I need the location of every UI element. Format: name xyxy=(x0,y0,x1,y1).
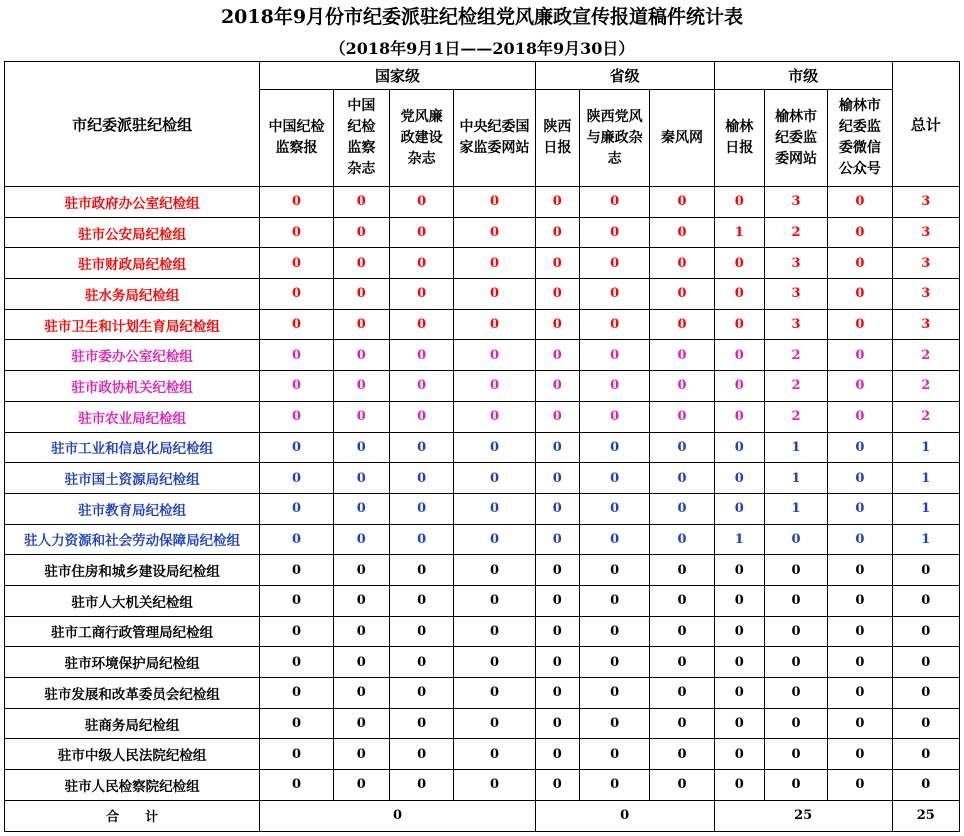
count-cell: 0 xyxy=(389,555,453,586)
count-cell: 0 xyxy=(454,616,535,647)
count-cell: 0 xyxy=(714,585,764,616)
count-cell: 0 xyxy=(454,463,535,494)
column-header: 榆林日报 xyxy=(714,90,764,187)
count-cell: 0 xyxy=(828,463,892,494)
count-cell: 0 xyxy=(579,555,649,586)
count-cell: 0 xyxy=(714,616,764,647)
count-cell: 0 xyxy=(454,555,535,586)
row-unit-name: 驻市委办公室纪检组 xyxy=(5,340,260,371)
row-unit-name: 驻市农业局纪检组 xyxy=(5,401,260,432)
count-cell: 0 xyxy=(764,647,827,678)
count-cell: 0 xyxy=(260,432,333,463)
row-total-cell: 1 xyxy=(892,524,959,555)
count-cell: 0 xyxy=(389,401,453,432)
row-unit-name: 驻市中级人民法院纪检组 xyxy=(5,739,260,770)
count-cell: 0 xyxy=(828,678,892,709)
table-row xyxy=(5,585,960,616)
count-cell: 0 xyxy=(333,739,389,770)
count-cell: 0 xyxy=(389,524,453,555)
count-cell: 0 xyxy=(650,493,714,524)
count-cell: 0 xyxy=(389,432,453,463)
count-cell: 0 xyxy=(764,739,827,770)
count-cell: 0 xyxy=(535,187,579,218)
row-label-header: 市纪委派驻纪检组 xyxy=(5,62,260,187)
count-cell: 0 xyxy=(260,187,333,218)
row-unit-name: 驻市住房和城乡建设局纪检组 xyxy=(5,555,260,586)
count-cell: 0 xyxy=(650,555,714,586)
count-cell: 0 xyxy=(454,371,535,402)
count-cell: 0 xyxy=(828,432,892,463)
count-cell: 0 xyxy=(714,187,764,218)
total-header: 总计 xyxy=(892,62,959,187)
count-cell: 0 xyxy=(389,463,453,494)
row-unit-name: 驻市政府办公室纪检组 xyxy=(5,187,260,218)
count-cell: 0 xyxy=(579,371,649,402)
row-unit-name: 驻市教育局纪检组 xyxy=(5,493,260,524)
total-row-label: 合 计 xyxy=(5,800,260,831)
column-header: 陕西日报 xyxy=(535,90,579,187)
count-cell: 1 xyxy=(714,524,764,555)
count-cell: 0 xyxy=(389,217,453,248)
count-cell: 0 xyxy=(260,217,333,248)
count-cell: 0 xyxy=(579,678,649,709)
count-cell: 0 xyxy=(828,524,892,555)
count-cell: 0 xyxy=(454,432,535,463)
count-cell: 0 xyxy=(535,585,579,616)
column-header: 榆林市纪委监委网站 xyxy=(764,90,827,187)
row-total-cell: 3 xyxy=(892,248,959,279)
count-cell: 0 xyxy=(333,524,389,555)
table-row xyxy=(5,432,960,463)
count-cell: 0 xyxy=(579,463,649,494)
count-cell: 0 xyxy=(650,524,714,555)
count-cell: 0 xyxy=(828,770,892,801)
count-cell: 0 xyxy=(535,248,579,279)
count-cell: 0 xyxy=(579,616,649,647)
count-cell: 0 xyxy=(535,401,579,432)
count-cell: 0 xyxy=(389,678,453,709)
column-header: 中国纪检监察杂志 xyxy=(333,90,389,187)
column-header: 中央纪委国家监委网站 xyxy=(454,90,535,187)
count-cell: 0 xyxy=(260,708,333,739)
table-row xyxy=(5,708,960,739)
count-cell: 0 xyxy=(389,248,453,279)
row-total-cell: 3 xyxy=(892,279,959,310)
count-cell: 0 xyxy=(535,217,579,248)
row-unit-name: 驻商务局纪检组 xyxy=(5,708,260,739)
table-row xyxy=(5,555,960,586)
table-row xyxy=(5,678,960,709)
count-cell: 2 xyxy=(764,340,827,371)
count-cell: 0 xyxy=(260,585,333,616)
count-cell: 0 xyxy=(579,770,649,801)
count-cell: 0 xyxy=(260,555,333,586)
row-unit-name: 驻市卫生和计划生育局纪检组 xyxy=(5,309,260,340)
count-cell: 0 xyxy=(454,279,535,310)
count-cell: 0 xyxy=(828,187,892,218)
count-cell: 0 xyxy=(579,279,649,310)
count-cell: 0 xyxy=(828,739,892,770)
row-total-cell: 0 xyxy=(892,708,959,739)
count-cell: 0 xyxy=(828,401,892,432)
row-total-cell: 1 xyxy=(892,493,959,524)
count-cell: 0 xyxy=(714,555,764,586)
count-cell: 0 xyxy=(714,463,764,494)
count-cell: 0 xyxy=(828,616,892,647)
row-unit-name: 驻市政协机关纪检组 xyxy=(5,371,260,402)
count-cell: 0 xyxy=(535,739,579,770)
count-cell: 0 xyxy=(333,432,389,463)
count-cell: 0 xyxy=(333,493,389,524)
count-cell: 0 xyxy=(714,739,764,770)
count-cell: 0 xyxy=(579,585,649,616)
count-cell: 0 xyxy=(650,708,714,739)
row-unit-name: 驻市工业和信息化局纪检组 xyxy=(5,432,260,463)
count-cell: 0 xyxy=(454,770,535,801)
count-cell: 0 xyxy=(454,708,535,739)
row-total-cell: 3 xyxy=(892,217,959,248)
column-header: 陕西党风与廉政杂志 xyxy=(579,90,649,187)
table-row xyxy=(5,616,960,647)
count-cell: 0 xyxy=(535,524,579,555)
count-cell: 0 xyxy=(714,248,764,279)
row-unit-name: 驻市人民检察院纪检组 xyxy=(5,770,260,801)
table-row xyxy=(5,739,960,770)
header-group-row xyxy=(5,62,960,90)
count-cell: 0 xyxy=(260,248,333,279)
count-cell: 0 xyxy=(579,401,649,432)
count-cell: 0 xyxy=(333,678,389,709)
count-cell: 0 xyxy=(333,217,389,248)
count-cell: 0 xyxy=(714,340,764,371)
total-grand: 25 xyxy=(892,800,959,831)
count-cell: 0 xyxy=(333,463,389,494)
count-cell: 0 xyxy=(828,248,892,279)
count-cell: 0 xyxy=(260,770,333,801)
row-total-cell: 0 xyxy=(892,555,959,586)
count-cell: 0 xyxy=(260,739,333,770)
table-row xyxy=(5,371,960,402)
count-cell: 0 xyxy=(535,708,579,739)
count-cell: 0 xyxy=(454,217,535,248)
count-cell: 0 xyxy=(579,708,649,739)
row-unit-name: 驻人力资源和社会劳动保障局纪检组 xyxy=(5,524,260,555)
count-cell: 0 xyxy=(333,187,389,218)
row-unit-name: 驻市公安局纪检组 xyxy=(5,217,260,248)
count-cell: 0 xyxy=(764,678,827,709)
count-cell: 3 xyxy=(764,309,827,340)
count-cell: 0 xyxy=(828,585,892,616)
table-row xyxy=(5,309,960,340)
group-header-city: 市级 xyxy=(714,62,892,90)
count-cell: 0 xyxy=(260,309,333,340)
count-cell: 0 xyxy=(333,309,389,340)
column-header: 中国纪检监察报 xyxy=(260,90,333,187)
row-unit-name: 驻市国土资源局纪检组 xyxy=(5,463,260,494)
row-total-cell: 2 xyxy=(892,340,959,371)
row-unit-name: 驻市人大机关纪检组 xyxy=(5,585,260,616)
count-cell: 0 xyxy=(333,340,389,371)
count-cell: 0 xyxy=(828,371,892,402)
count-cell: 0 xyxy=(260,493,333,524)
count-cell: 1 xyxy=(764,463,827,494)
count-cell: 0 xyxy=(579,309,649,340)
count-cell: 0 xyxy=(454,401,535,432)
total-provincial: 0 xyxy=(535,800,714,831)
count-cell: 0 xyxy=(389,708,453,739)
count-cell: 0 xyxy=(650,647,714,678)
table-row xyxy=(5,340,960,371)
count-cell: 0 xyxy=(260,647,333,678)
column-header: 秦风网 xyxy=(650,90,714,187)
count-cell: 2 xyxy=(764,371,827,402)
row-unit-name: 驻市工商行政管理局纪检组 xyxy=(5,616,260,647)
count-cell: 0 xyxy=(650,279,714,310)
count-cell: 0 xyxy=(454,739,535,770)
count-cell: 0 xyxy=(764,524,827,555)
row-total-cell: 2 xyxy=(892,371,959,402)
count-cell: 0 xyxy=(333,248,389,279)
count-cell: 0 xyxy=(260,616,333,647)
report-title: 2018年9月份市纪委派驻纪检组党风廉政宣传报道稿件统计表 xyxy=(220,6,744,28)
table-row xyxy=(5,524,960,555)
count-cell: 0 xyxy=(650,217,714,248)
count-cell: 0 xyxy=(454,585,535,616)
table-row xyxy=(5,401,960,432)
column-header: 党风廉政建设杂志 xyxy=(389,90,453,187)
row-unit-name: 驻市发展和改革委员会纪检组 xyxy=(5,678,260,709)
count-cell: 2 xyxy=(764,217,827,248)
count-cell: 0 xyxy=(535,309,579,340)
row-unit-name: 驻水务局纪检组 xyxy=(5,279,260,310)
count-cell: 2 xyxy=(764,401,827,432)
count-cell: 0 xyxy=(764,708,827,739)
count-cell: 0 xyxy=(650,309,714,340)
count-cell: 0 xyxy=(333,616,389,647)
table-row xyxy=(5,647,960,678)
count-cell: 0 xyxy=(828,279,892,310)
count-cell: 0 xyxy=(828,217,892,248)
count-cell: 1 xyxy=(764,432,827,463)
count-cell: 0 xyxy=(454,309,535,340)
count-cell: 0 xyxy=(535,770,579,801)
count-cell: 0 xyxy=(454,187,535,218)
count-cell: 0 xyxy=(650,678,714,709)
count-cell: 0 xyxy=(714,770,764,801)
count-cell: 0 xyxy=(260,463,333,494)
table-row xyxy=(5,279,960,310)
count-cell: 0 xyxy=(650,432,714,463)
count-cell: 0 xyxy=(579,217,649,248)
table-row xyxy=(5,493,960,524)
count-cell: 0 xyxy=(389,187,453,218)
count-cell: 0 xyxy=(535,371,579,402)
count-cell: 3 xyxy=(764,248,827,279)
row-total-cell: 0 xyxy=(892,616,959,647)
table-body xyxy=(5,187,960,801)
row-total-cell: 0 xyxy=(892,770,959,801)
row-total-cell: 0 xyxy=(892,585,959,616)
count-cell: 0 xyxy=(260,340,333,371)
row-total-cell: 0 xyxy=(892,739,959,770)
count-cell: 0 xyxy=(650,248,714,279)
count-cell: 0 xyxy=(333,279,389,310)
count-cell: 0 xyxy=(535,647,579,678)
count-cell: 0 xyxy=(828,555,892,586)
table-row xyxy=(5,187,960,218)
count-cell: 0 xyxy=(333,401,389,432)
row-unit-name: 驻市财政局纪检组 xyxy=(5,248,260,279)
count-cell: 0 xyxy=(828,708,892,739)
count-cell: 0 xyxy=(828,309,892,340)
row-unit-name: 驻市环境保护局纪检组 xyxy=(5,647,260,678)
count-cell: 0 xyxy=(454,678,535,709)
count-cell: 0 xyxy=(714,432,764,463)
count-cell: 0 xyxy=(579,340,649,371)
table-row xyxy=(5,248,960,279)
row-total-cell: 3 xyxy=(892,187,959,218)
count-cell: 0 xyxy=(333,555,389,586)
count-cell: 0 xyxy=(389,340,453,371)
count-cell: 0 xyxy=(535,340,579,371)
count-cell: 0 xyxy=(650,585,714,616)
count-cell: 0 xyxy=(650,770,714,801)
count-cell: 0 xyxy=(764,770,827,801)
table-row xyxy=(5,217,960,248)
count-cell: 0 xyxy=(650,463,714,494)
total-row xyxy=(5,800,960,831)
count-cell: 0 xyxy=(389,585,453,616)
count-cell: 0 xyxy=(535,279,579,310)
count-cell: 0 xyxy=(714,647,764,678)
count-cell: 0 xyxy=(454,524,535,555)
count-cell: 0 xyxy=(260,371,333,402)
count-cell: 0 xyxy=(389,647,453,678)
count-cell: 0 xyxy=(650,340,714,371)
count-cell: 0 xyxy=(333,770,389,801)
group-header-national: 国家级 xyxy=(260,62,535,90)
count-cell: 0 xyxy=(714,708,764,739)
table-row xyxy=(5,463,960,494)
count-cell: 0 xyxy=(260,524,333,555)
count-cell: 0 xyxy=(535,432,579,463)
statistics-table xyxy=(4,61,960,832)
count-cell: 0 xyxy=(579,248,649,279)
count-cell: 0 xyxy=(714,401,764,432)
count-cell: 0 xyxy=(333,585,389,616)
count-cell: 0 xyxy=(650,187,714,218)
count-cell: 1 xyxy=(764,493,827,524)
count-cell: 0 xyxy=(333,708,389,739)
count-cell: 0 xyxy=(764,585,827,616)
count-cell: 0 xyxy=(389,309,453,340)
count-cell: 0 xyxy=(828,493,892,524)
count-cell: 0 xyxy=(714,371,764,402)
count-cell: 0 xyxy=(828,647,892,678)
total-city: 25 xyxy=(714,800,892,831)
count-cell: 0 xyxy=(535,555,579,586)
count-cell: 0 xyxy=(389,739,453,770)
count-cell: 0 xyxy=(579,739,649,770)
count-cell: 1 xyxy=(714,217,764,248)
column-header: 榆林市纪委监委微信公众号 xyxy=(828,90,892,187)
count-cell: 0 xyxy=(579,524,649,555)
count-cell: 0 xyxy=(650,616,714,647)
row-total-cell: 1 xyxy=(892,432,959,463)
count-cell: 0 xyxy=(389,770,453,801)
total-national: 0 xyxy=(260,800,535,831)
row-total-cell: 0 xyxy=(892,678,959,709)
count-cell: 0 xyxy=(714,279,764,310)
row-total-cell: 0 xyxy=(892,647,959,678)
count-cell: 0 xyxy=(579,493,649,524)
count-cell: 0 xyxy=(650,401,714,432)
count-cell: 0 xyxy=(535,493,579,524)
count-cell: 0 xyxy=(260,279,333,310)
count-cell: 0 xyxy=(454,340,535,371)
count-cell: 0 xyxy=(579,647,649,678)
group-header-provincial: 省级 xyxy=(535,62,714,90)
count-cell: 0 xyxy=(714,493,764,524)
count-cell: 0 xyxy=(714,678,764,709)
count-cell: 0 xyxy=(260,401,333,432)
row-total-cell: 1 xyxy=(892,463,959,494)
count-cell: 0 xyxy=(579,187,649,218)
row-total-cell: 2 xyxy=(892,401,959,432)
count-cell: 0 xyxy=(764,616,827,647)
count-cell: 0 xyxy=(389,616,453,647)
count-cell: 0 xyxy=(389,371,453,402)
count-cell: 0 xyxy=(389,279,453,310)
count-cell: 3 xyxy=(764,187,827,218)
count-cell: 0 xyxy=(650,371,714,402)
count-cell: 0 xyxy=(333,647,389,678)
count-cell: 0 xyxy=(579,432,649,463)
report-date-range: （2018年9月1日——2018年9月30日） xyxy=(329,39,635,58)
count-cell: 0 xyxy=(535,678,579,709)
count-cell: 3 xyxy=(764,279,827,310)
count-cell: 0 xyxy=(714,309,764,340)
count-cell: 0 xyxy=(535,463,579,494)
table-row xyxy=(5,770,960,801)
count-cell: 0 xyxy=(333,371,389,402)
row-total-cell: 3 xyxy=(892,309,959,340)
count-cell: 0 xyxy=(828,340,892,371)
count-cell: 0 xyxy=(454,248,535,279)
count-cell: 0 xyxy=(535,616,579,647)
count-cell: 0 xyxy=(454,493,535,524)
count-cell: 0 xyxy=(764,555,827,586)
count-cell: 0 xyxy=(260,678,333,709)
count-cell: 0 xyxy=(454,647,535,678)
count-cell: 0 xyxy=(650,739,714,770)
count-cell: 0 xyxy=(389,493,453,524)
